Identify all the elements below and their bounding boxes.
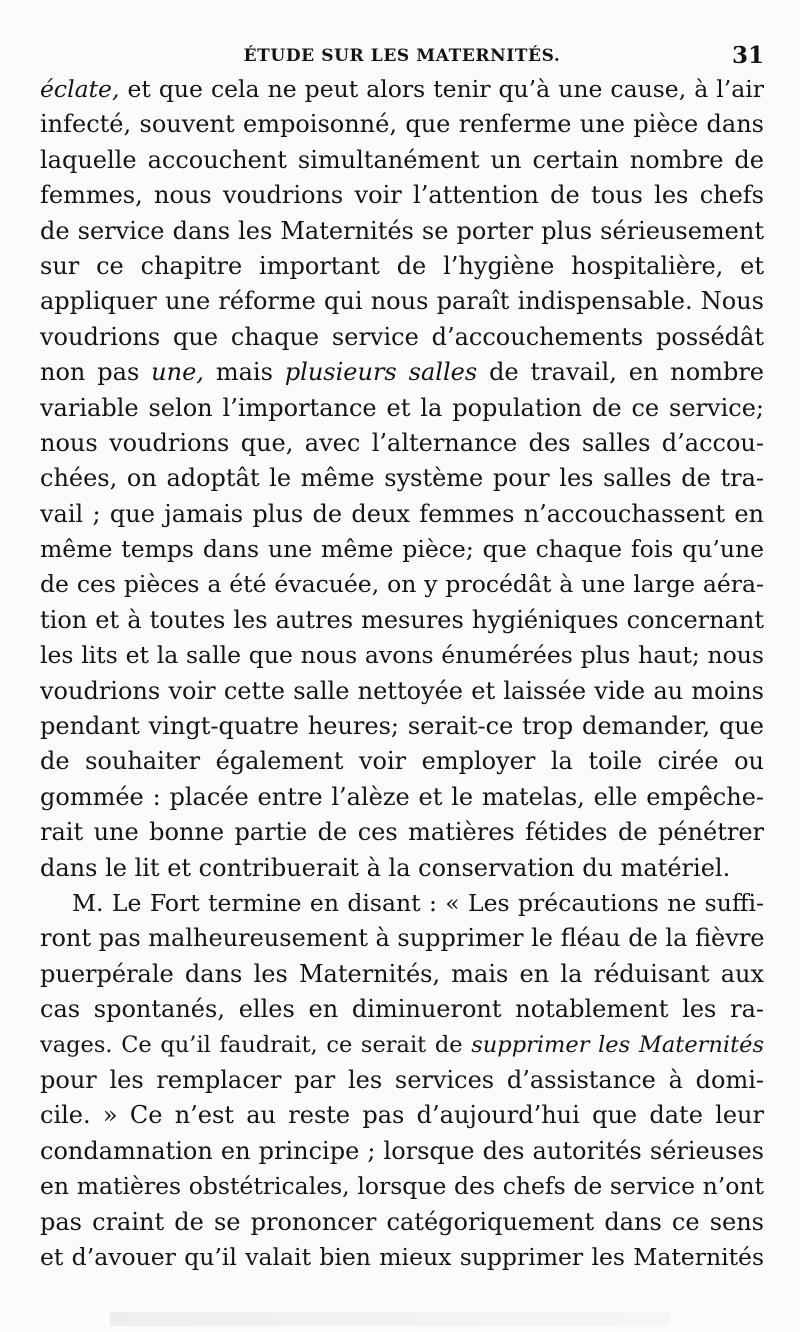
body-text	[40, 72, 764, 1275]
text-line: les lits et la salle que nous avons énumérées plus haut; nous	[40, 641, 764, 670]
text-line: éclate, et que cela ne peut alors tenir qu’à une cause, à l’air	[40, 75, 764, 103]
text-line: vail ; que jamais plus de deux femmes n’accouchassent en	[40, 499, 764, 528]
text-line: nous voudrions que, avec l’alternance des salles d’accou-	[40, 428, 764, 457]
text-line: pour les remplacer par les services d’assistance à domi-	[40, 1065, 764, 1094]
text-line: même temps dans une même pièce; que chaque fois qu’une	[40, 535, 764, 564]
text-line: gommée : placée entre l’alèze et le matelas, elle empêche-	[40, 782, 764, 811]
text-line: en matières obstétricales, lorsque des chefs de service n’ont	[40, 1172, 764, 1201]
page-number: 31	[731, 42, 764, 69]
paragraph-first-line: M. Le Fort termine en disant : « Les précautions ne suffi-	[72, 888, 764, 917]
bleed-through-smudge	[110, 1312, 670, 1326]
text-line: vages. Ce qu’il faudrait, ce serait de supprimer les Maternités	[40, 1031, 764, 1058]
paragraph-last-line: dans le lit et contribuerait à la conservation du matériel.	[40, 853, 731, 882]
running-title: ÉTUDE SUR LES MATERNITÉS.	[243, 46, 561, 66]
text-line: de service dans les Maternités se porter plus sérieusement	[40, 216, 764, 245]
text-line: variable selon l’importance et la population de ce service;	[40, 393, 764, 422]
running-head	[40, 40, 764, 70]
text-line: pas craint de se prononcer catégoriquement dans ce sens	[40, 1207, 764, 1236]
text-line: de souhaiter également voir employer la toile cirée ou	[40, 747, 764, 776]
text-line: ront pas malheureusement à supprimer le fléau de la fièvre	[40, 924, 765, 953]
text-line: cas spontanés, elles en diminueront notablement les ra-	[40, 995, 764, 1024]
text-line: cile. » Ce n’est au reste pas d’aujourd’hui que date leur	[40, 1101, 764, 1130]
text-line: voudrions voir cette salle nettoyée et laissée vide au moins	[40, 676, 764, 705]
text-line: pendant vingt-quatre heures; serait-ce trop demander, que	[40, 712, 764, 741]
text-line: voudrions que chaque service d’accouchements possédât	[40, 322, 764, 351]
text-line: laquelle accouchent simultanément un certain nombre de	[40, 145, 764, 174]
text-line: infecté, souvent empoisonné, que renferme une pièce dans	[40, 110, 764, 139]
text-line: non pas une, mais plusieurs salles de travail, en nombre	[40, 358, 764, 387]
text-line: appliquer une réforme qui nous paraît indispensable. Nous	[40, 287, 764, 316]
text-line: chées, on adoptât le même système pour les salles de tra-	[40, 464, 764, 493]
text-line: tion et à toutes les autres mesures hygiéniques concernant	[40, 605, 764, 634]
text-line: et d’avouer qu’il valait bien mieux supprimer les Maternités	[40, 1242, 764, 1271]
text-line: rait une bonne partie de ces matières fétides de pénétrer	[40, 818, 764, 847]
text-line: sur ce chapitre important de l’hygiène hospitalière, et	[40, 251, 764, 280]
text-line: de ces pièces a été évacuée, on y procédât à une large aéra-	[40, 570, 764, 599]
text-line: puerpérale dans les Maternités, mais en la réduisant aux	[40, 959, 764, 988]
text-line: femmes, nous voudrions voir l’attention de tous les chefs	[40, 181, 764, 210]
text-line: condamnation en principe ; lorsque des autorités sérieuses	[40, 1136, 764, 1165]
